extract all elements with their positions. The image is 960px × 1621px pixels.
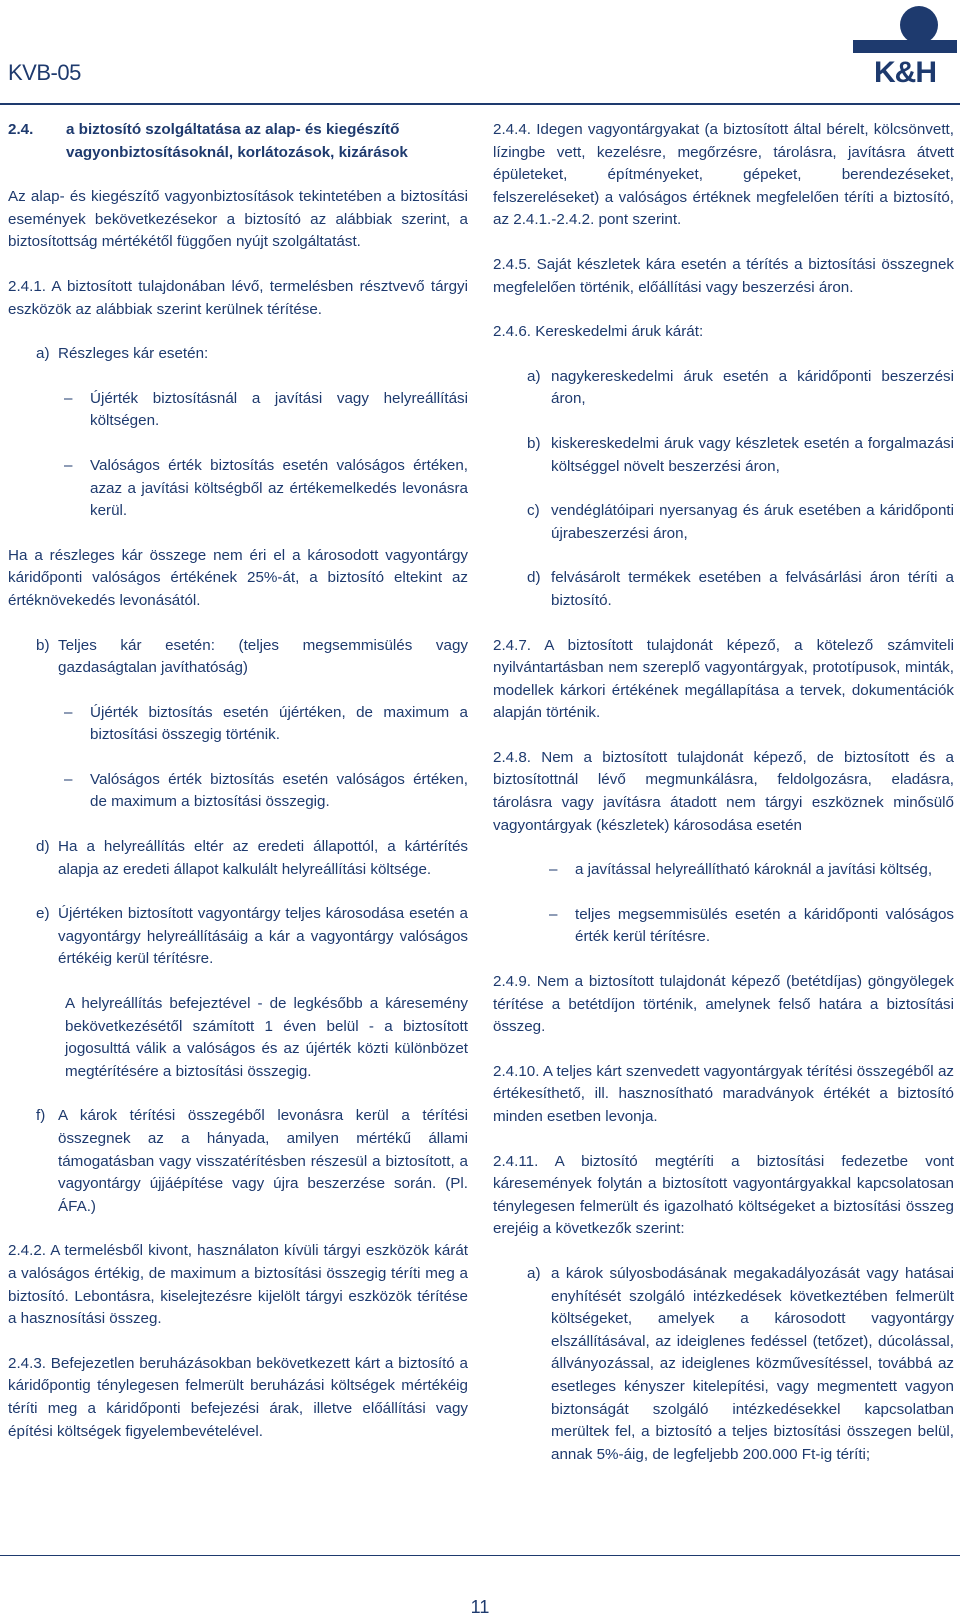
list-item xyxy=(493,1263,954,1466)
item-label: a) xyxy=(527,1264,541,1282)
item-text: A károk térítési összegéből levonásra kerül a térítési összegnek az a hányada, amilyen mértékű állami támogatásban vagy visszatérítésben részesül a biztosított, a vagyontárgy újjáépítése vagy újra beszerzése során. (Pl. ÁFA.) xyxy=(58,1107,468,1215)
list-item-e xyxy=(8,903,468,971)
footer-rule xyxy=(0,1555,960,1556)
list-item-d xyxy=(8,836,468,881)
partial-damage-note: Ha a részleges kár összege nem éri el a károsodott vagyontárgy káridőponti valóságos értékének 25%-át, a biztosító eltekint az értéknövekedés levonásától. xyxy=(8,546,468,609)
intro-paragraph: Az alap- és kiegészítő vagyonbiztosítások tekintetében a biztosítási események bekövetkezésekor a biztosító az alábbiak szerint, a biztosítottság mértékétől függően nyújt szolgáltatást. xyxy=(8,188,468,251)
dash-item xyxy=(8,388,468,433)
list-item xyxy=(493,366,954,411)
section-title: a biztosító szolgáltatása az alap- és kiegészítő vagyonbiztosításoknál, korlátozások, kizárások xyxy=(66,121,408,161)
item-text: kiskereskedelmi áruk vagy készletek esetén a forgalmazási költséggel növelt beszerzési áron, xyxy=(551,434,954,475)
dash-marker: – xyxy=(549,905,558,923)
left-column xyxy=(8,119,468,1465)
dash-marker: – xyxy=(64,703,73,721)
item-text: a károk súlyosbodásának megakadályozását vagy hatásai enyhítését szolgáló intézkedések következtében felmerült költségeket, amelyek a károsodott vagyontárgy elszállításával, az ideiglenes fedéssel (tetőzet), dúcolással, állványozással, az ideiglenes közművesítéssel, továbbá az esetleges kényszer kitelepítési, vagy megmentett vagyon biztonságát szolgáló intézkedésekkel kapcsolatban merültek fel, a biztosító a teljes biztosítási összegen belül, annak 5%-áig, de legfeljebb 200.000 Ft-ig téríti; xyxy=(551,1264,954,1463)
paragraph-2-4-8: 2.4.8. Nem a biztosított tulajdonát képező, de biztosított és a biztosítottnál lévő megmunkálásra, feldolgozásra, eladásra, tárolásra vagy javításra átadott nem tárgyi eszköznek minősülő vagyontárgyak (készletek) károsodása esetén xyxy=(493,748,954,834)
paragraph-2-4-2: 2.4.2. A termelésből kivont, használaton kívüli tárgyi eszközök kárát a valóságos értékig, de maximum a biztosítási összegig téríti meg a biztosító. Lebontásra, kiselejtezésre kijelölt tárgyi eszközök térítése a hasznosítási összeg. xyxy=(8,1242,468,1328)
section-number: 2.4. xyxy=(8,121,34,138)
kh-logo xyxy=(853,2,957,88)
item-text: Újértéken biztosított vagyontárgy teljes károsodása esetén a vagyontárgy helyreállításáig a kár a vagyontárgy valóságos értékéig kerül térítésre. xyxy=(58,905,468,968)
dash-marker: – xyxy=(549,861,558,879)
item-text: felvásárolt termékek esetében a felvásárlási áron téríti a biztosító. xyxy=(551,569,954,609)
list-item-b xyxy=(8,635,468,680)
list-item-a xyxy=(8,343,468,366)
item-label: d) xyxy=(36,838,50,856)
dash-text: Valóságos érték biztosítás esetén valóságos értéken, de maximum a biztosítási összegig. xyxy=(90,770,468,811)
paragraph-2-4-3: 2.4.3. Befejezetlen beruházásokban bekövetkezett kárt a biztosító a káridőpontig ténylegesen felmerült beruházási költségek mértékéig téríti meg a káridőponti befejezési árak, illetve előállítási vagy építési költségek figyelembevételével. xyxy=(8,1354,468,1440)
item-label: b) xyxy=(36,636,50,654)
dash-marker: – xyxy=(64,456,73,474)
paragraph-2-4-6: 2.4.6. Kereskedelmi áruk kárát: xyxy=(493,323,704,341)
item-text: Részleges kár esetén: xyxy=(58,345,209,363)
dash-item xyxy=(493,859,954,882)
paragraph-2-4-11: 2.4.11. A biztosító megtéríti a biztosítási fedezetbe vont káresemények folytán a biztosított vagyontárgyakkal kapcsolatosan ténylegesen felmerült és igazolható költségeket a biztosítási összeg erejéig a következők szerint: xyxy=(493,1152,954,1238)
dash-item xyxy=(8,702,468,747)
logo-bar xyxy=(853,40,957,53)
dash-text: teljes megsemmisülés esetén a káridőponti valóságos érték kerül térítésre. xyxy=(575,905,954,946)
item-text: vendéglátóipari nyersanyag és áruk esetében a káridőponti újrabeszerzési áron, xyxy=(551,502,954,542)
item-label: f) xyxy=(36,1107,46,1125)
item-label: a) xyxy=(527,367,541,385)
dash-item xyxy=(8,455,468,523)
section-heading xyxy=(8,119,468,164)
list-item xyxy=(493,500,954,545)
dash-marker: – xyxy=(64,389,73,407)
list-item-f xyxy=(8,1105,468,1218)
dash-item xyxy=(8,769,468,814)
item-label: c) xyxy=(527,502,540,520)
dash-marker: – xyxy=(64,770,73,788)
logo-circle xyxy=(900,6,938,44)
logo-wordmark: K&H xyxy=(874,56,936,88)
item-label: e) xyxy=(36,905,50,923)
item-text: nagykereskedelmi áruk esetén a káridőponti beszerzési áron, xyxy=(551,367,954,408)
dash-text: Újérték biztosítás esetén újértéken, de maximum a biztosítási összegig történik. xyxy=(90,703,468,744)
item-label: d) xyxy=(527,569,541,587)
dash-text: Valóságos érték biztosítás esetén valóságos értéken, azaz a javítási költségből az értékemelkedés levonásra kerül. xyxy=(90,456,468,520)
dash-item xyxy=(493,904,954,949)
list-item xyxy=(493,433,954,478)
header-rule xyxy=(0,103,960,105)
list-item xyxy=(493,567,954,612)
paragraph-2-4-4: 2.4.4. Idegen vagyontárgyakat (a biztosított által bérelt, kölcsönvett, lízingbe vett, kezelésre, megőrzésre, tárolásra, javításra átvett épületeket, építményeket, gépeket, berendezéseket, felszereléseket) a valóságos értéknek megfelelően téríti a biztosító, az 2.4.1.-2.4.2. pont szerint. xyxy=(493,121,954,229)
item-e-continuation: A helyreállítás befejeztével - de legkésőbb a káresemény bekövetkezésétől számított 1 éven belül - a biztosított jogosulttá válik a valóságos és az újérték közti különbözet megtérítésére a biztosítási összegig. xyxy=(65,995,468,1080)
paragraph-2-4-7: 2.4.7. A biztosított tulajdonát képező, a kötelező számviteli nyilvántartásban nem szereplő vagyontárgyak, prototípusok, minták, modellek kárkori értékének megállapítása a tervek, dokumentációk alapján történik. xyxy=(493,636,954,722)
paragraph-2-4-5: 2.4.5. Saját készletek kára esetén a térítés a biztosítási összegnek megfelelően történik, előállítási vagy beszerzési áron. xyxy=(493,255,954,296)
document-code: KVB-05 xyxy=(8,60,81,85)
paragraph-2-4-10: 2.4.10. A teljes kárt szenvedett vagyontárgyak térítési összegéből az értékesíthető, ill. hasznosítható maradványok értékét a biztosító minden esetben levonja. xyxy=(493,1062,954,1125)
item-label: a) xyxy=(36,345,50,363)
page-number: 11 xyxy=(470,1597,490,1617)
paragraph-2-4-1: 2.4.1. A biztosított tulajdonában lévő, termelésben résztvevő tárgyi eszközök az alábbiak szerint kerülnek térítése. xyxy=(8,277,468,318)
right-column xyxy=(493,119,954,1488)
item-label: b) xyxy=(527,434,541,452)
item-text: Ha a helyreállítás eltér az eredeti állapottól, a kártérítés alapja az eredeti állapot kalkulált helyreállítási költsége. xyxy=(58,838,468,878)
item-text: Teljes kár esetén: (teljes megsemmisülés vagy gazdaságtalan javíthatóság) xyxy=(58,636,468,677)
dash-text: Újérték biztosításnál a javítási vagy helyreállítási költségen. xyxy=(90,389,468,430)
paragraph-2-4-9: 2.4.9. Nem a biztosított tulajdonát képező (betétdíjas) göngyölegek térítése a betétdíjon történik, amelynek felső határa a biztosítási összeg. xyxy=(493,973,954,1036)
dash-text: a javítással helyreállítható károknál a javítási költség, xyxy=(575,861,933,879)
